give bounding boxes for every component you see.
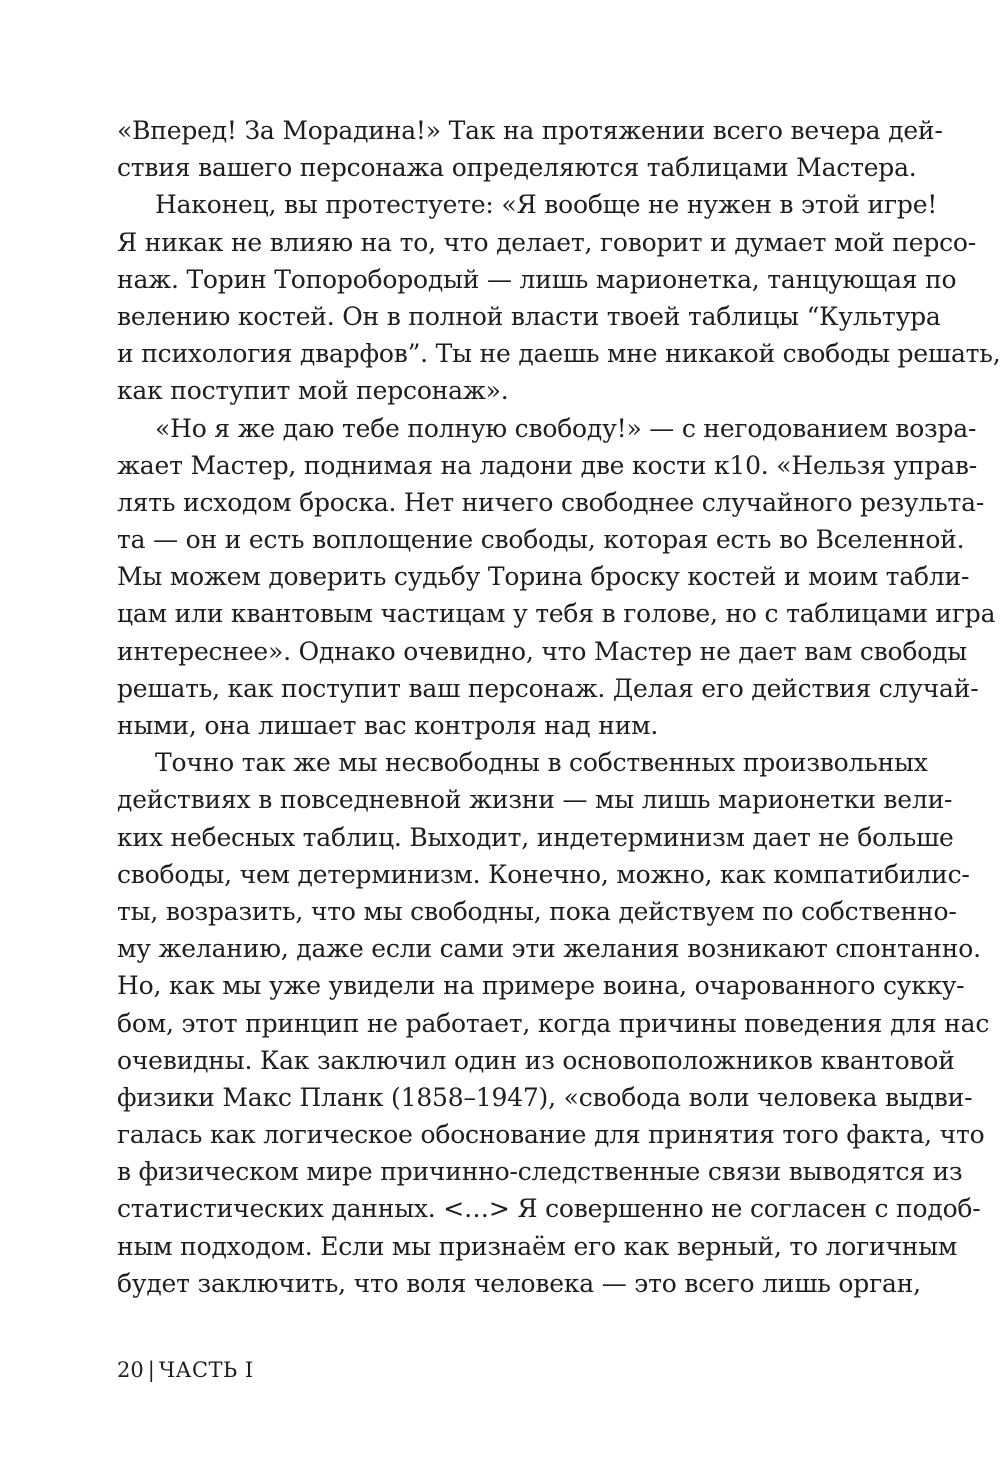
text-line: ствия вашего персонажа определяются таблицами Мастера. (117, 153, 917, 183)
text-line: велению костей. Он в полной власти твоей таблицы “Культура (117, 301, 941, 331)
text-line: физики Макс Планк (1858–1947), «свобода воли человека выдви- (117, 1082, 973, 1112)
text-line: Но, как мы уже увидели на примере воина, очарованного суккy- (117, 971, 965, 1001)
footer-separator: | (147, 1358, 155, 1382)
text-line: цам или квантовым частицам у тебя в голове, но с таблицами игра (117, 599, 996, 629)
body-text (117, 112, 1000, 1302)
text-line: та — он и есть воплощение свободы, которая есть во Вселенной. (117, 525, 965, 555)
page-footer (117, 1356, 254, 1384)
text-line: жает Мастер, поднимая на ладони две кости к10. «Нельзя управ- (117, 450, 978, 480)
text-line: действиях в повседневной жизни — мы лишь марионетки вели- (117, 785, 953, 815)
text-line: свободы, чем детерминизм. Конечно, можно, как компатибилис- (117, 859, 970, 889)
text-line: Наконец, вы протестуете: «Я вообще не нужен в этой игре! (155, 190, 938, 220)
text-line: интереснее». Однако очевидно, что Мастер не дает вам свободы (117, 636, 967, 666)
text-line: ными, она лишает вас контроля над ним. (117, 711, 659, 740)
section-name: ЧАСТЬ I (158, 1358, 254, 1382)
text-line: Точно так же мы несвободны в собственных произвольных (155, 748, 928, 778)
text-line: Мы можем доверить судьбу Торина броску костей и моим табли- (117, 562, 970, 592)
text-line: статистических данных. <…> Я совершенно не согласен с подоб- (117, 1194, 981, 1224)
text-line: «Вперед! За Морадина!» Так на протяжении всего вечера дей- (117, 116, 943, 145)
text-line: ным подходом. Если мы признаём его как верный, то логичным (117, 1231, 958, 1261)
text-line: ты, возразить, что мы свободны, пока действуем по собственно- (117, 896, 957, 926)
text-line: как поступит мой персонаж». (117, 376, 509, 406)
text-line: и психология дварфов”. Ты не даешь мне никакой свободы решать, (117, 339, 1000, 369)
text-line: очевидны. Как заключил один из основоположников квантовой (117, 1045, 955, 1075)
text-line: ких небесных таблиц. Выходит, индетерминизм дает не больше (117, 822, 954, 852)
page-number: 20 (117, 1358, 144, 1382)
text-line: Я никак не влияю на то, что делает, говорит и думает мой персо- (117, 227, 977, 257)
text-line: «Но я же даю тебе полную свободу!» — с негодованием возра- (155, 413, 977, 443)
text-line: лять исходом броска. Нет ничего свободнее случайного результа- (117, 487, 985, 517)
text-line: решать, как поступит ваш персонаж. Делая его действия случай- (117, 673, 979, 703)
text-line: в физическом мире причинно-следственные связи выводятся из (117, 1157, 963, 1187)
text-line: наж. Торин Топоробородый — лишь марионетка, танцующая по (117, 264, 957, 294)
text-line: будет заключить, что воля человека — это всего лишь орган, (117, 1268, 921, 1298)
text-line: му желанию, даже если сами эти желания возникают спонтанно. (117, 934, 981, 964)
text-line: галась как логическое обоснование для принятия того факта, что (117, 1120, 985, 1150)
text-line: бом, этот принцип не работает, когда причины поведения для нас (117, 1008, 990, 1038)
